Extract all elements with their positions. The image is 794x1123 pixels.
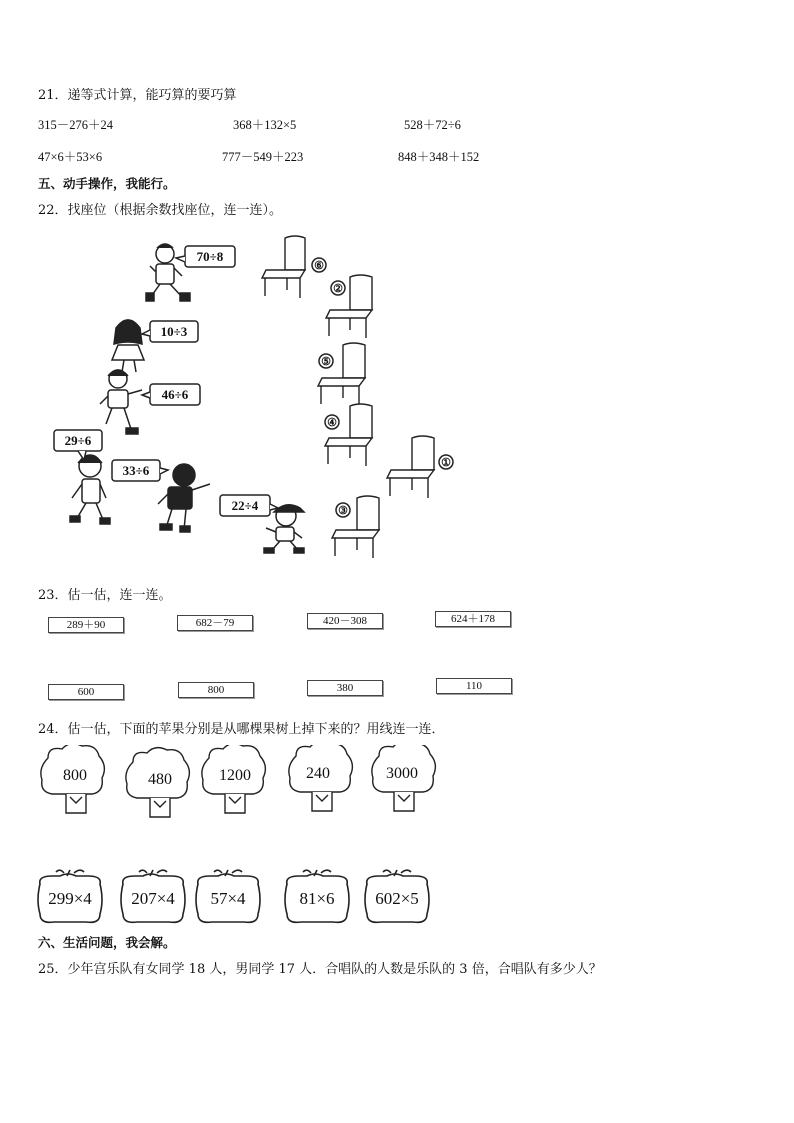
chair-5 (318, 343, 365, 406)
q21-expr-6: 848＋348＋152 (398, 150, 480, 164)
q23-top-box-3: 420－308 (307, 613, 383, 629)
apple-1-expression: 299×4 (48, 889, 92, 908)
q23-bottom-box-3: 380 (307, 680, 383, 696)
kid-figure-2 (112, 320, 144, 372)
q21-title: 21．递等式计算，能巧算的要巧算 (38, 88, 237, 103)
seat-label-6: ⑥ (314, 260, 324, 272)
q24-title: 24．估一估，下面的苹果分别是从哪棵果树上掉下来的？用线连一连． (38, 722, 445, 737)
q21-expr-5: 777－549＋223 (222, 150, 304, 164)
q24-trees (0, 745, 470, 825)
q22-seating-illustration (0, 225, 500, 565)
kid-4-division: 29÷6 (64, 433, 92, 448)
q23-top-box-1: 289＋90 (48, 617, 124, 633)
q25-title: 25．少年宫乐队有女同学 18 人，男同学 17 人．合唱队的人数是乐队的 3 倍，合唱队有多少人？ (38, 962, 602, 977)
apple-5-expression: 602×5 (375, 889, 419, 908)
chair-4 (325, 404, 372, 466)
kid-6-division: 22÷4 (231, 498, 259, 513)
tree-3-value: 1200 (219, 767, 251, 784)
q21-expr-3: 528＋72÷6 (404, 118, 461, 132)
kid-figure-4 (70, 455, 110, 524)
section-6-heading: 六、生活问题，我会解。 (38, 935, 176, 950)
seat-label-5: ⑤ (321, 356, 331, 368)
q22-title: 22．找座位（根据余数找座位，连一连）。 (38, 203, 283, 218)
kid-5-division: 33÷6 (122, 463, 150, 478)
kid-figure-5 (158, 464, 210, 532)
tree-5-value: 3000 (386, 765, 418, 782)
kid-1-division: 70÷8 (196, 249, 224, 264)
seat-label-2: ② (333, 283, 343, 295)
apple-2-expression: 207×4 (131, 889, 175, 908)
section-5-heading: 五、动手操作，我能行。 (38, 176, 176, 191)
q23-title: 23．估一估，连一连。 (38, 588, 172, 603)
kid-2-division: 10÷3 (160, 324, 188, 339)
q21-expr-1: 315－276＋24 (38, 118, 114, 132)
apple-4-expression: 81×6 (299, 889, 335, 908)
q23-top-box-4: 624＋178 (435, 611, 511, 627)
kid-figure-3 (100, 370, 142, 434)
tree-1-value: 800 (63, 767, 87, 784)
q23-top-box-2: 682－79 (177, 615, 253, 631)
kid-figure-1 (146, 244, 190, 301)
chair-6 (262, 236, 305, 298)
kid-3-division: 46÷6 (161, 387, 189, 402)
seat-label-3: ③ (338, 505, 348, 517)
seat-label-4: ④ (327, 417, 337, 429)
q23-bottom-box-4: 110 (436, 678, 512, 694)
q21-expr-4: 47×6＋53×6 (38, 150, 103, 164)
seat-label-1: ① (441, 457, 451, 469)
tree-4-value: 240 (306, 765, 330, 782)
q23-bottom-box-1: 600 (48, 684, 124, 700)
tree-2-value: 480 (148, 771, 172, 788)
chair-1 (387, 436, 434, 498)
apple-3-expression: 57×4 (210, 889, 246, 908)
q23-bottom-box-2: 800 (178, 682, 254, 698)
q21-expr-2: 368＋132×5 (233, 118, 297, 132)
